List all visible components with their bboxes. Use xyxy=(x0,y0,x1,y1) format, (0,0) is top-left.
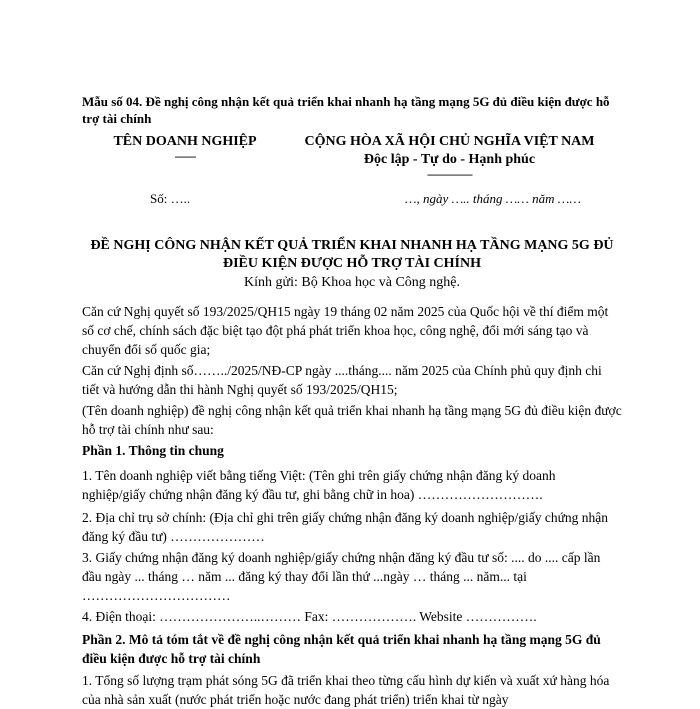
country-name: CỘNG HÒA XÃ HỘI CHỦ NGHĨA VIỆT NAM xyxy=(304,134,595,149)
motto-separator: --------------- xyxy=(427,167,472,181)
company-separator: ------- xyxy=(174,149,196,163)
part1-item-2: 2. Địa chỉ trụ sở chính: (Địa chỉ ghi trên giấy chứng nhận đăng ký doanh nghiệp/giấy chứng nhận đăng ký đầu tư) ………………… xyxy=(82,510,609,544)
part1-heading: Phần 1. Thông tin chung xyxy=(82,443,224,458)
form-title: Mẫu số 04. Đề nghị công nhận kết quả triển khai nhanh hạ tầng mạng 5G đủ điều kiện được hỗ trợ tài chính xyxy=(82,94,610,126)
paragraph-legal-basis-2: Căn cứ Nghị định số……../2025/NĐ-CP ngày ....tháng.... năm 2025 của Chính phủ quy định chi tiết và hướng dẫn thi hành Nghị quyết số 193/2025/QH15; xyxy=(82,363,602,397)
part1-item-4: 4. Điện thoại: …………………..……… Fax: ………………. Website ……………. xyxy=(82,609,537,624)
national-header xyxy=(282,133,617,179)
part2-heading: Phần 2. Mô tả tóm tắt về đề nghị công nhận kết quả triển khai nhanh hạ tầng mạng 5G đủ điều kiện được hỗ trợ tài chính xyxy=(82,632,601,666)
main-title: ĐỀ NGHỊ CÔNG NHẬN KẾT QUẢ TRIỂN KHAI NHANH HẠ TẦNG MẠNG 5G ĐỦ ĐIỀU KIỆN ĐƯỢC HỖ TRỢ TÀI CHÍNH xyxy=(90,238,614,271)
recipient-line: Kính gửi: Bộ Khoa học và Công nghệ. xyxy=(243,275,460,290)
part1-item-3: 3. Giấy chứng nhận đăng ký doanh nghiệp/giấy chứng nhận đăng ký đầu tư số: .... do .... cấp lần đầu ngày ... tháng … năm ... đăng ký thay đổi lần thứ ...ngày … tháng ... năm... tại …………………………… xyxy=(82,550,601,603)
national-motto: Độc lập - Tự do - Hạnh phúc xyxy=(363,152,536,167)
document-date: …, ngày ….. tháng …… năm …… xyxy=(405,191,581,206)
paragraph-request: (Tên doanh nghiệp) đề nghị công nhận kết quả triển khai nhanh hạ tầng mạng 5G đủ điều kiện được hỗ trợ tài chính như sau: xyxy=(82,403,622,437)
document-number: Số: ….. xyxy=(150,191,191,206)
part2-item-1: 1. Tổng số lượng trạm phát sóng 5G đã triển khai theo từng cấu hình dự kiến và xuất xứ hàng hóa của nhà sản xuất (nước phát triển hoặc nước đang phát triển) triển khai từ ngày xyxy=(82,673,610,707)
company-header xyxy=(100,133,270,161)
part1-item-1: 1. Tên doanh nghiệp viết bằng tiếng Việt: (Tên ghi trên giấy chứng nhận đăng ký doanh nghiệp/giấy chứng nhận đăng ký đầu tư, ghi bằng chữ in hoa) ………………………. xyxy=(82,468,556,502)
company-name: TÊN DOANH NGHIỆP xyxy=(113,134,257,149)
paragraph-legal-basis-1: Căn cứ Nghị quyết số 193/2025/QH15 ngày 19 tháng 02 năm 2025 của Quốc hội về thí điểm một số cơ chế, chính sách đặc biệt tạo đột phá phát triển khoa học, công nghệ, đổi mới sáng tạo và chuyển đổi số quốc gia; xyxy=(82,304,609,357)
